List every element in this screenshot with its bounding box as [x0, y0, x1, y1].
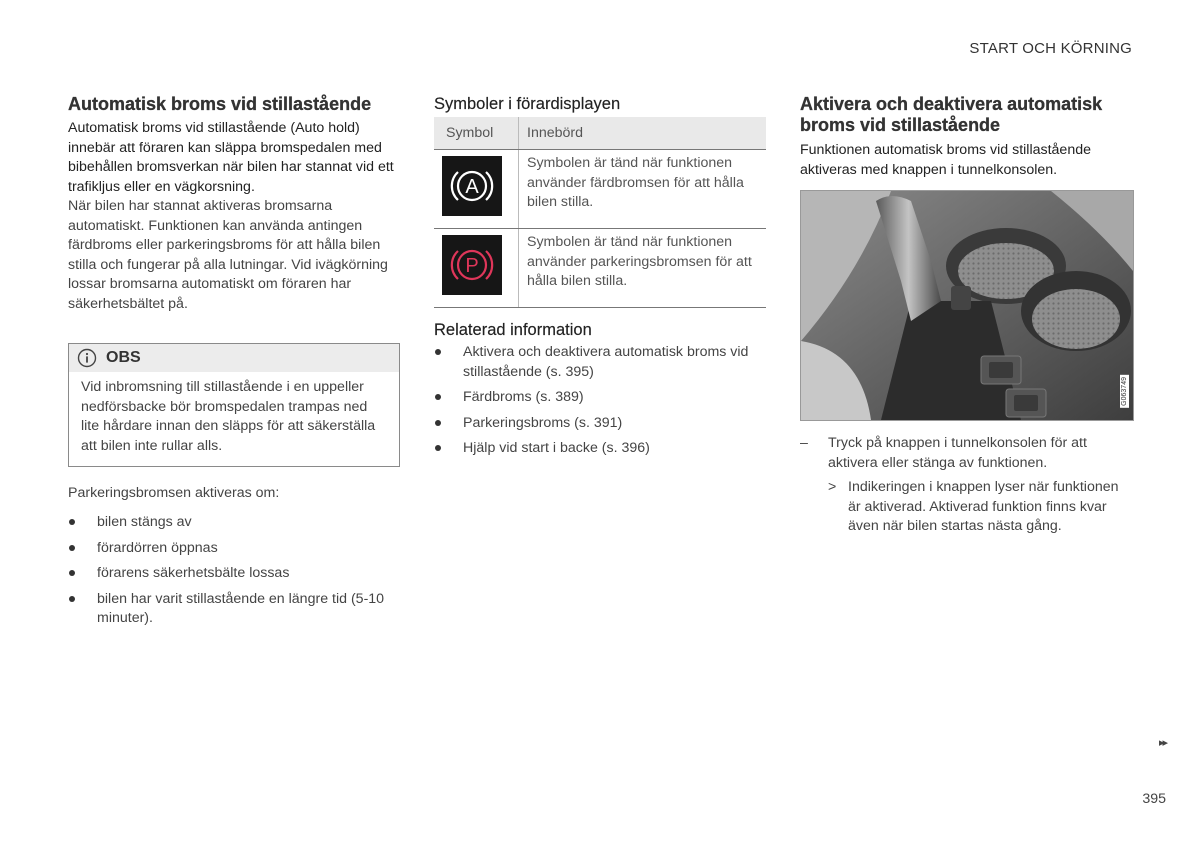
info-icon [77, 348, 97, 368]
step-item [800, 434, 1134, 473]
parking-brake-conditions [68, 513, 400, 629]
tunnel-console-photo [800, 190, 1134, 421]
table-row [434, 229, 766, 308]
symbols-heading: Symboler i förardisplayen [434, 95, 621, 113]
related-link-text[interactable]: Färdbroms (s. 389) [463, 389, 584, 405]
bullet-icon [435, 445, 441, 451]
section-heading: Automatisk broms vid stillastående [68, 94, 372, 114]
list-item [68, 590, 400, 629]
symbol-letter: A [465, 176, 479, 198]
bullet-icon [69, 519, 75, 525]
related-link-text[interactable]: Aktivera och deaktivera automatisk broms vid stillastående (s. 395) [463, 344, 749, 380]
dash-marker-icon: – [800, 435, 808, 451]
meaning-cell: Symbolen är tänd när funktionen använder parkeringsbromsen för att hålla bilen stilla. [519, 229, 767, 308]
related-heading: Relaterad information [434, 321, 592, 339]
table-header-row [434, 117, 766, 150]
obs-text: Vid inbromsning till stillastående i en uppeller nedförsbacke bör bromspedalen trampas ned lite hårdare innan den släpps för att säkerställa att bilen inte rullar alls. [81, 379, 376, 454]
body-paragraph: När bilen har stannat aktiveras bromsarna automatiskt. Funktionen kan använda antingen färdbroms eller parkeringsbroms för att hålla bilen stilla och fungerar på alla lutningar. Vid ivägkörning lossar bromsarna automatiskt om föraren har säkerhetsbältet på. [68, 198, 388, 312]
column-auto-hold [68, 94, 400, 635]
related-link-text[interactable]: Hjälp vid start i backe (s. 396) [463, 440, 650, 456]
list-item-text: bilen har varit stillastående en längre tid (5-10 minuter). [97, 590, 385, 626]
table-row [434, 150, 766, 229]
meaning-cell: Symbolen är tänd när funktionen använder färdbromsen för att hålla bilen stilla. [519, 150, 767, 229]
column-symbols [434, 95, 766, 465]
list-item [68, 564, 400, 584]
image-code: G063749 [1121, 377, 1128, 406]
column-activate [800, 94, 1134, 537]
section-header: START OCH KÖRNING [969, 40, 1132, 57]
related-info [434, 321, 766, 459]
obs-header [69, 344, 399, 372]
list-item [68, 513, 400, 533]
result-item [800, 478, 1134, 537]
bullet-icon [69, 570, 75, 576]
symbol-letter: P [465, 255, 479, 277]
page-number: 395 [1142, 791, 1166, 807]
related-link[interactable] [434, 343, 766, 382]
list-item-text: förarens säkerhetsbälte lossas [97, 565, 290, 581]
instruction-steps [800, 434, 1134, 537]
console-illustration [801, 191, 1133, 420]
column-header-meaning: Innebörd [519, 117, 767, 150]
symbol-cell [434, 150, 519, 229]
related-links [434, 343, 766, 459]
bullet-icon [69, 596, 75, 602]
related-link[interactable] [434, 414, 766, 434]
result-marker-icon: > [828, 479, 837, 495]
parking-brake-intro: Parkeringsbromsen aktiveras om: [68, 485, 280, 501]
next-page-arrow-icon: ▸▸ [1158, 737, 1166, 749]
list-item [68, 539, 400, 559]
step-text: Tryck på knappen i tunnelkonsolen för att aktivera eller stänga av funktionen. [828, 435, 1087, 471]
column-header-symbol: Symbol [434, 117, 519, 150]
result-text: Indikeringen i knappen lyser när funktionen är aktiverad. Aktiverad funktion finns kvar även när bilen startas nästa gång. [848, 479, 1119, 534]
obs-notice-box [68, 343, 400, 467]
section-heading: Aktivera och deaktivera automatisk broms vid stillastående [800, 94, 1103, 135]
bullet-icon [69, 545, 75, 551]
lead-paragraph: Funktionen automatisk broms vid stillastående aktiveras med knappen i tunnelkonsolen. [800, 142, 1091, 178]
symbol-cell [434, 229, 519, 308]
related-link-text[interactable]: Parkeringsbroms (s. 391) [463, 414, 623, 431]
lead-paragraph: Automatisk broms vid stillastående (Auto hold) innebär att föraren kan släppa bromspedalen med bibehållen bromsverkan när bilen har stannat vid ett trafikljus eller en vägkorsning. [68, 120, 394, 195]
list-item-text: förardörren öppnas [97, 539, 218, 556]
bullet-icon [435, 394, 441, 400]
obs-title: OBS [106, 349, 141, 366]
auto-hold-icon [442, 156, 502, 216]
list-item-text: bilen stängs av [97, 514, 192, 530]
bullet-icon [435, 420, 441, 426]
bullet-icon [435, 349, 441, 355]
symbols-table [434, 117, 766, 308]
related-link[interactable] [434, 439, 766, 459]
related-link[interactable] [434, 388, 766, 408]
parking-brake-icon [442, 235, 502, 295]
